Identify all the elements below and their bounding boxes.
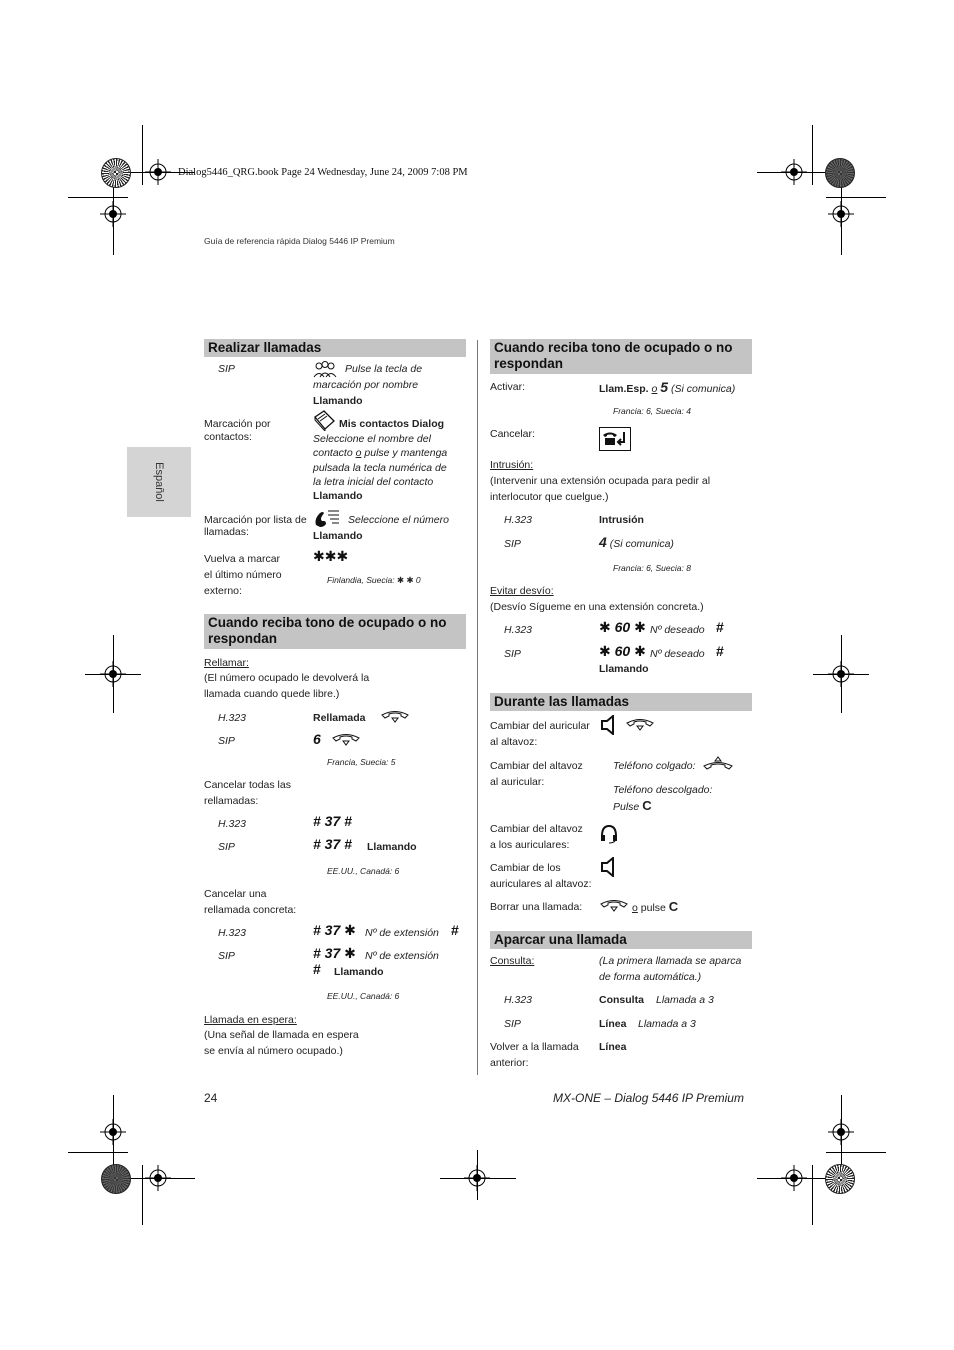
cancel-callback-key-icon: [599, 427, 631, 451]
key-label: Intrusión: [599, 514, 644, 526]
print-header: Dialog5446_QRG.book Page 24 Wednesday, June 24, 2009 7:08 PM: [178, 167, 468, 178]
text: Llamada a 3: [656, 994, 714, 1006]
registration-mark-icon: [828, 661, 854, 687]
subheading: Consulta:: [490, 955, 535, 967]
section-title-aparcar: Aparcar una llamada: [490, 931, 752, 949]
handset-icon: [599, 899, 629, 913]
color-target-icon: [825, 158, 855, 188]
crop-line: [826, 197, 886, 198]
registration-mark-icon: [100, 661, 126, 687]
row-label: el último número: [204, 569, 282, 581]
text: Pulse la tecla de: [345, 363, 423, 375]
text: Nº de extensión: [365, 927, 439, 939]
status-calling: Llamando: [599, 663, 649, 675]
description: de forma automática.): [599, 971, 702, 983]
key-sequence: # 37 ✱: [313, 945, 356, 961]
color-target-icon: [101, 158, 131, 188]
speaker-icon: [600, 857, 618, 877]
crop-line: [812, 1165, 813, 1225]
country-note: Francia: 6, Suecia: 4: [613, 406, 691, 416]
description: se envía al número ocupado.): [204, 1045, 343, 1057]
text: o: [651, 383, 658, 395]
protocol-label: SIP: [218, 950, 235, 962]
running-title: Guía de referencia rápida Dialog 5446 IP Premium: [204, 236, 395, 246]
handset-icon: [625, 718, 655, 732]
row-label: Cambiar del altavoz: [490, 760, 583, 772]
country-note: EE.UU., Canadá: 6: [327, 866, 400, 876]
text: Teléfono descolgado:: [613, 784, 713, 796]
language-tab: [127, 447, 191, 517]
section-title-line: respondan: [208, 631, 278, 646]
text: [599, 379, 735, 397]
protocol-label: SIP: [504, 648, 521, 660]
key-hash: #: [716, 619, 724, 635]
text: Llamada a 3: [638, 1018, 696, 1030]
registration-mark-icon: [100, 1119, 126, 1145]
key-c: C: [642, 798, 652, 813]
key-label: Consulta: [599, 994, 644, 1006]
subheading: Rellamar:: [204, 657, 249, 669]
page-number: 24: [204, 1091, 218, 1105]
row-label: Cancelar una: [204, 888, 267, 900]
subheading: Evitar desvío:: [490, 585, 554, 597]
row-label: al auricular:: [490, 776, 545, 788]
key-hash: #: [451, 922, 459, 938]
row-label: rellamadas:: [204, 795, 259, 807]
headset-icon: [599, 824, 619, 844]
section-title-line: respondan: [494, 356, 564, 371]
footer-product: MX-ONE – Dialog 5446 IP Premium: [553, 1091, 744, 1105]
row-label: Volver a la llamada: [490, 1041, 579, 1053]
country-note: Francia: 6, Suecia: 8: [613, 563, 691, 573]
protocol-label: H.323: [218, 818, 247, 830]
text: Nº deseado: [650, 624, 705, 636]
section-title-line: Cuando reciba tono de ocupado o no: [494, 340, 733, 355]
protocol-label: H.323: [218, 712, 247, 724]
key-sequence: ✱ 60 ✱: [599, 643, 646, 659]
key-digit: 6: [313, 731, 321, 747]
row-label: Cambiar del auricular: [490, 720, 590, 732]
protocol-label: SIP: [218, 363, 235, 375]
protocol-label: H.323: [504, 994, 533, 1006]
section-title-line: Cuando reciba tono de ocupado o no: [208, 615, 447, 630]
country-note: Francia, Suecia: 5: [327, 757, 396, 767]
text: (Si comunica): [671, 383, 736, 395]
text: pulse: [640, 902, 666, 914]
crop-line: [812, 125, 813, 185]
status-calling: Llamando: [367, 841, 417, 853]
country-note: EE.UU., Canadá: 6: [327, 991, 400, 1001]
row-label: Activar:: [490, 381, 526, 393]
description: (Intervenir una extensión ocupada para pedir al: [490, 475, 711, 487]
text: pulsada la tecla numérica de: [313, 462, 447, 474]
row-label: auriculares al altavoz:: [490, 878, 592, 890]
key-digit: 4: [599, 534, 607, 550]
protocol-label: SIP: [218, 735, 235, 747]
registration-mark-icon: [464, 1165, 490, 1191]
text: contacto: [313, 447, 356, 459]
text: [613, 798, 652, 815]
text: Nº de extensión: [365, 950, 439, 962]
text: Pulse: [613, 801, 640, 813]
language-tab-label: Español: [153, 462, 165, 502]
registration-mark-icon: [145, 1165, 171, 1191]
protocol-label: SIP: [218, 841, 235, 853]
status-calling: Llamando: [313, 530, 363, 542]
registration-mark-icon: [828, 201, 854, 227]
description: (Desvío Sígueme en una extensión concreta.): [490, 601, 704, 613]
registration-mark-icon: [100, 201, 126, 227]
color-target-icon: [101, 1164, 131, 1194]
protocol-label: H.323: [504, 624, 533, 636]
subheading: Llamada en espera:: [204, 1014, 297, 1026]
text: Nº deseado: [650, 648, 705, 660]
row-label: Marcación por lista de: [204, 514, 307, 526]
key-hash: #: [313, 961, 321, 977]
country-note: Finlandia, Suecia: ✱ ✱ 0: [327, 575, 421, 585]
description: (La primera llamada se aparca: [599, 955, 742, 967]
row-label: a los auriculares:: [490, 839, 570, 851]
key-c: C: [668, 899, 679, 914]
row-label: rellamada concreta:: [204, 904, 297, 916]
row-label: al altavoz:: [490, 736, 538, 748]
registration-mark-icon: [781, 159, 807, 185]
text: o: [632, 902, 638, 914]
crop-line: [68, 197, 128, 198]
text: Seleccione el nombre del: [313, 433, 431, 445]
text: marcación por nombre: [313, 379, 419, 391]
column-divider: [477, 340, 478, 1075]
row-label: Borrar una llamada:: [490, 901, 583, 913]
row-label: llamadas:: [204, 526, 249, 538]
status-calling: Llamando: [313, 490, 363, 502]
row-label: Vuelva a marcar: [204, 553, 281, 565]
crop-line: [142, 1165, 143, 1225]
text: Seleccione el número: [348, 514, 449, 526]
contacts-book-icon: [312, 409, 336, 431]
section-title-ocupado: [204, 614, 466, 649]
row-label: anterior:: [490, 1057, 529, 1069]
key-label: Rellamada: [313, 712, 366, 724]
key-sequence: ✱ 60 ✱: [599, 619, 646, 635]
row-label: Cambiar de los: [490, 862, 561, 874]
registration-mark-icon: [145, 159, 171, 185]
key-hash: #: [716, 643, 724, 659]
protocol-label: SIP: [504, 538, 521, 550]
section-title-durante-llamadas: Durante las llamadas: [490, 693, 752, 711]
description: interlocutor que cuelgue.): [490, 491, 609, 503]
call-list-icon: [312, 507, 342, 529]
key-label: Línea: [599, 1018, 627, 1030]
text: (Si comunica): [609, 538, 674, 550]
handset-lift-icon: [702, 756, 734, 772]
key-label: Línea: [599, 1041, 627, 1053]
speaker-icon: [600, 715, 618, 735]
protocol-label: H.323: [504, 514, 533, 526]
status-calling: Llamando: [313, 395, 363, 407]
status-calling: Llamando: [334, 966, 384, 978]
key-sequence: # 37 ✱: [313, 922, 356, 938]
description: (El número ocupado le devolverá la: [204, 672, 370, 684]
section-title-ocupado: [490, 339, 752, 374]
handset-icon: [331, 733, 361, 747]
color-target-icon: [825, 1164, 855, 1194]
key-sequence: ✱✱✱: [313, 548, 349, 564]
key-sequence: # 37 #: [313, 836, 352, 852]
row-label: Marcación por: [204, 418, 271, 430]
key-digit: 5: [660, 379, 669, 395]
text: pulse y mantenga: [361, 447, 448, 459]
section-title-realizar-llamadas: Realizar llamadas: [204, 339, 466, 357]
text: Teléfono colgado:: [613, 760, 696, 772]
registration-mark-icon: [828, 1119, 854, 1145]
protocol-label: H.323: [218, 927, 247, 939]
key-label: Llam.Esp.: [599, 383, 649, 395]
protocol-label: SIP: [504, 1018, 521, 1030]
text: o: [355, 447, 362, 459]
text: [599, 534, 674, 552]
registration-mark-icon: [781, 1165, 807, 1191]
description: llamada cuando quede libre.): [204, 688, 340, 700]
key-sequence: # 37 #: [313, 813, 352, 829]
row-label: externo:: [204, 585, 242, 597]
text: [632, 899, 678, 916]
crop-line: [826, 1152, 886, 1153]
subheading: Intrusión:: [490, 459, 534, 471]
row-label: contactos:: [204, 431, 252, 443]
text: [313, 445, 447, 461]
handset-icon: [380, 710, 410, 724]
key-label: Mis contactos Dialog: [339, 418, 445, 430]
crop-line: [142, 125, 143, 185]
row-label: Cambiar del altavoz: [490, 823, 583, 835]
row-label: Cancelar todas las: [204, 779, 291, 791]
description: (Una señal de llamada en espera: [204, 1029, 359, 1041]
text: la letra inicial del contacto: [313, 476, 434, 488]
crop-line: [68, 1152, 128, 1153]
row-label: Cancelar:: [490, 428, 535, 440]
